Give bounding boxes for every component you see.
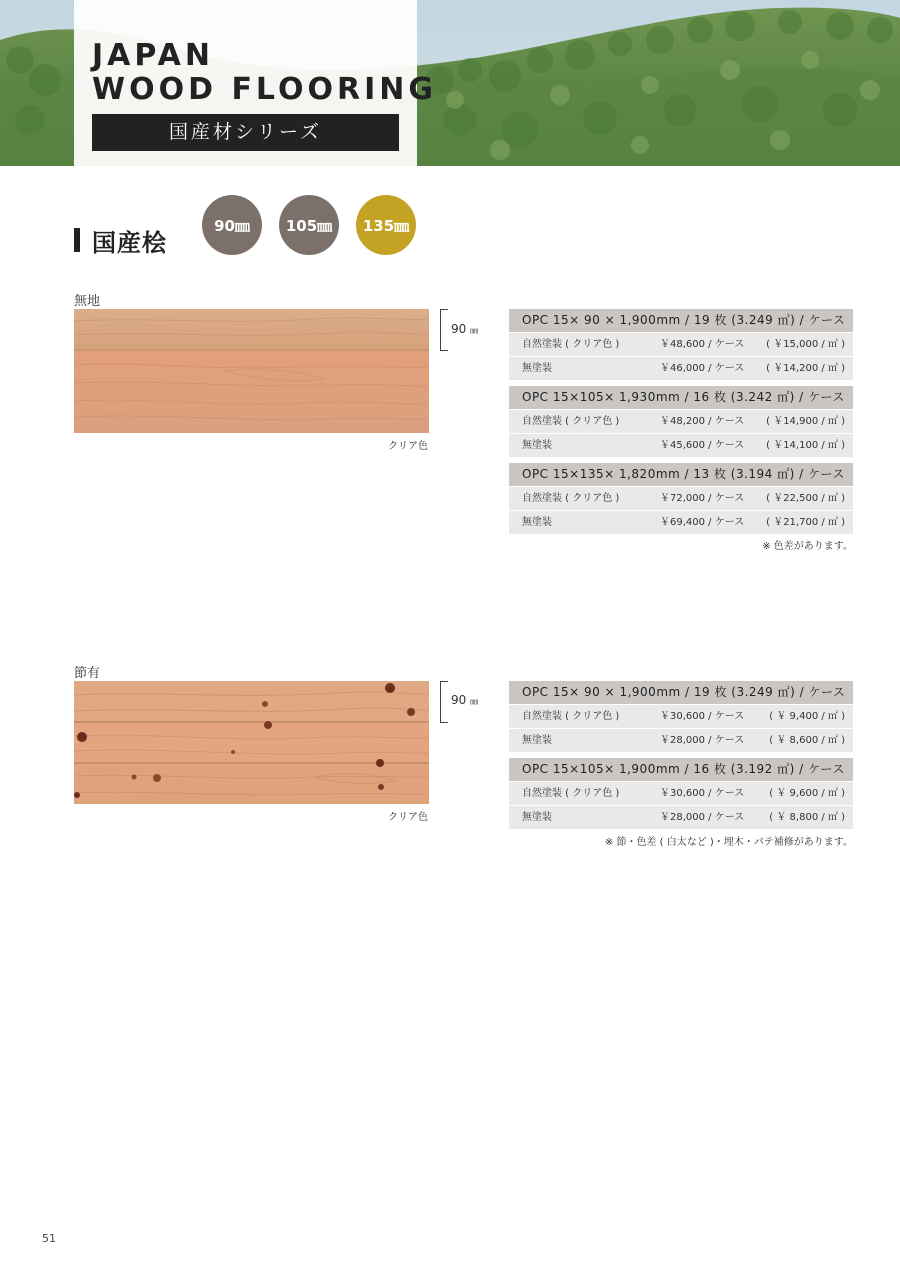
case-price: ￥28,000 / ケース bbox=[660, 735, 745, 746]
dimension-unit: ㎜ bbox=[470, 326, 479, 335]
spec-row bbox=[509, 511, 853, 534]
case-price: ￥45,600 / ケース bbox=[660, 440, 745, 451]
sqm-price: ( ￥ 8,600 / ㎡ ) bbox=[769, 735, 845, 746]
spec-row bbox=[509, 806, 853, 829]
sqm-price: ( ￥22,500 / ㎡ ) bbox=[766, 493, 845, 504]
color-caption-plain: クリア色 bbox=[388, 441, 428, 452]
spec-header: OPC 15× 90 × 1,900mm / 19 枚 (3.249 ㎡) / ケース bbox=[509, 681, 853, 704]
product-name: 国産桧 bbox=[92, 228, 167, 257]
wood-sample-knotted bbox=[74, 681, 429, 804]
sqm-price: ( ￥ 8,800 / ㎡ ) bbox=[769, 812, 845, 823]
sqm-price: ( ￥15,000 / ㎡ ) bbox=[766, 339, 845, 350]
section-label-knotted: 節有 bbox=[74, 666, 101, 681]
finish-label: 自然塗装 ( クリア色 ) bbox=[522, 416, 620, 427]
sqm-price: ( ￥ 9,600 / ㎡ ) bbox=[769, 788, 845, 799]
spec-row bbox=[509, 434, 853, 457]
product-heading bbox=[74, 224, 167, 256]
finish-label: 無塗装 bbox=[522, 517, 552, 528]
case-price: ￥46,000 / ケース bbox=[660, 363, 745, 374]
size-badge-135: 135㎜ bbox=[356, 195, 416, 255]
case-price: ￥28,000 / ケース bbox=[660, 812, 745, 823]
finish-label: 無塗装 bbox=[522, 363, 552, 374]
spec-row bbox=[509, 487, 853, 510]
note-plain: ※ 色差があります。 bbox=[762, 541, 853, 552]
spec-row bbox=[509, 729, 853, 752]
size-badge-90: 90㎜ bbox=[202, 195, 262, 255]
spec-row bbox=[509, 705, 853, 728]
case-price: ￥30,600 / ケース bbox=[660, 711, 745, 722]
case-price: ￥48,600 / ケース bbox=[660, 339, 745, 350]
series-label: 国産材シリーズ bbox=[92, 114, 399, 151]
spec-header: OPC 15×135× 1,820mm / 13 枚 (3.194 ㎡) / ケース bbox=[509, 463, 853, 486]
spec-row bbox=[509, 782, 853, 805]
size-badge-105: 105㎜ bbox=[279, 195, 339, 255]
sqm-price: ( ￥ 9,400 / ㎡ ) bbox=[769, 711, 845, 722]
sqm-price: ( ￥14,200 / ㎡ ) bbox=[766, 363, 845, 374]
case-price: ￥69,400 / ケース bbox=[660, 517, 745, 528]
wood-sample-plain-image bbox=[74, 309, 429, 433]
spec-table-plain bbox=[509, 309, 853, 534]
forest-banner bbox=[0, 0, 900, 166]
finish-label: 自然塗装 ( クリア色 ) bbox=[522, 493, 620, 504]
spec-row bbox=[509, 357, 853, 380]
wood-sample-knotted-image bbox=[74, 681, 429, 804]
title-panel bbox=[74, 0, 437, 166]
spec-table-knotted bbox=[509, 681, 853, 829]
dimension-label bbox=[451, 322, 478, 336]
sqm-price: ( ￥14,900 / ㎡ ) bbox=[766, 416, 845, 427]
spec-header: OPC 15×105× 1,930mm / 16 枚 (3.242 ㎡) / ケース bbox=[509, 386, 853, 409]
dimension-label bbox=[451, 693, 478, 707]
spec-header: OPC 15×105× 1,900mm / 16 枚 (3.192 ㎡) / ケース bbox=[509, 758, 853, 781]
sqm-price: ( ￥14,100 / ㎡ ) bbox=[766, 440, 845, 451]
finish-label: 無塗装 bbox=[522, 735, 552, 746]
spec-header: OPC 15× 90 × 1,900mm / 19 枚 (3.249 ㎡) / ケース bbox=[509, 309, 853, 332]
finish-label: 無塗装 bbox=[522, 440, 552, 451]
dimension-bracket bbox=[440, 309, 448, 351]
finish-label: 自然塗装 ( クリア色 ) bbox=[522, 711, 620, 722]
case-price: ￥48,200 / ケース bbox=[660, 416, 745, 427]
heading-bar bbox=[74, 228, 80, 252]
dimension-value: 90 bbox=[451, 693, 467, 707]
title-line-1: JAPAN bbox=[92, 38, 214, 73]
finish-label: 無塗装 bbox=[522, 812, 552, 823]
spec-row bbox=[509, 333, 853, 356]
finish-label: 自然塗装 ( クリア色 ) bbox=[522, 788, 620, 799]
wood-sample-plain bbox=[74, 309, 429, 433]
sqm-price: ( ￥21,700 / ㎡ ) bbox=[766, 517, 845, 528]
dimension-unit: ㎜ bbox=[470, 697, 479, 706]
spec-row bbox=[509, 410, 853, 433]
case-price: ￥72,000 / ケース bbox=[660, 493, 745, 504]
color-caption-knotted: クリア色 bbox=[388, 812, 428, 823]
finish-label: 自然塗装 ( クリア色 ) bbox=[522, 339, 620, 350]
dimension-value: 90 bbox=[451, 322, 467, 336]
section-label-plain: 無地 bbox=[74, 294, 101, 309]
page-number: 51 bbox=[42, 1232, 56, 1245]
dimension-bracket bbox=[440, 681, 448, 723]
note-knotted: ※ 節・色差 ( 白太など )・埋木・パテ補修があります。 bbox=[604, 837, 853, 848]
case-price: ￥30,600 / ケース bbox=[660, 788, 745, 799]
title-line-2: WOOD FLOORING bbox=[92, 72, 437, 107]
